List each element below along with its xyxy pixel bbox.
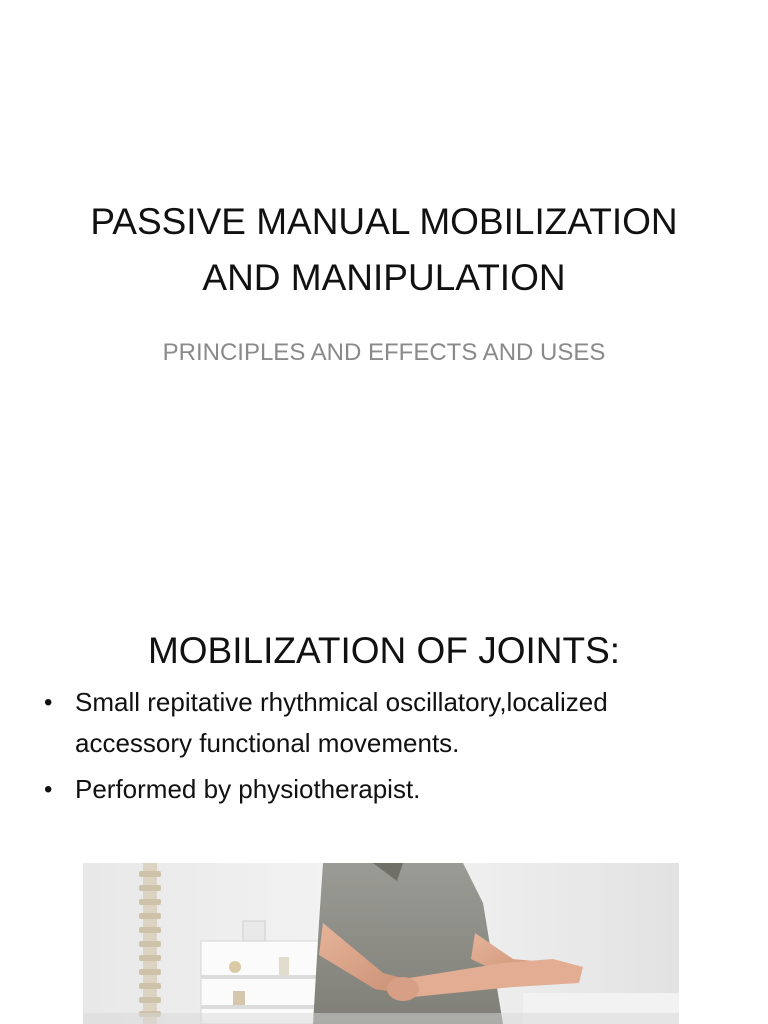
bullet-text-line: accessory functional movements. xyxy=(75,728,460,758)
slide-title xyxy=(40,194,728,306)
slide-subtitle: PRINCIPLES AND EFFECTS AND USES xyxy=(162,339,606,366)
bullet-list xyxy=(44,682,734,815)
content-slide xyxy=(0,576,768,1024)
bullet-icon: • xyxy=(44,689,53,716)
bullet-item xyxy=(44,769,734,810)
physiotherapy-photo xyxy=(83,863,679,1024)
bullet-text-line: Small repitative rhythmical oscillatory,localized xyxy=(75,687,608,717)
slide-title-line-1: PASSIVE MANUAL MOBILIZATION xyxy=(90,201,678,242)
bullet-text-line: Performed by physiotherapist. xyxy=(75,774,421,804)
spine-model-icon xyxy=(139,863,161,1024)
bullet-item xyxy=(44,682,734,764)
content-slide-title: MOBILIZATION OF JOINTS: xyxy=(147,630,621,671)
physiotherapy-photo-illustration xyxy=(83,863,679,1024)
bullet-icon: • xyxy=(44,776,53,803)
slide-title-line-2: AND MANIPULATION xyxy=(202,257,566,298)
